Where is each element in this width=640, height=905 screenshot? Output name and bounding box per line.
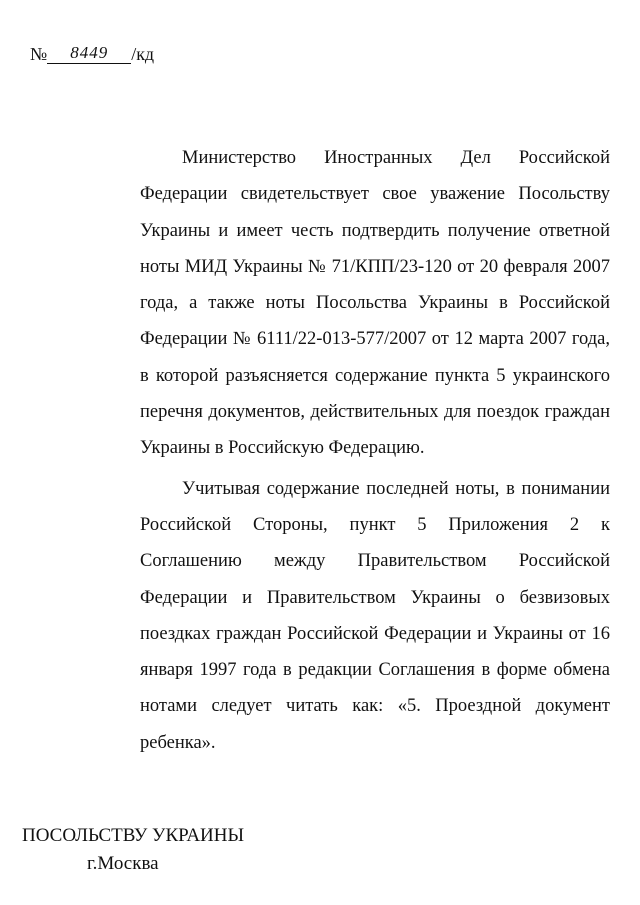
note-body [140,140,610,761]
reference-suffix: /кд [131,44,155,64]
handwritten-reference-number: 8449 [47,43,131,64]
addressee-block [22,822,244,878]
addressee-recipient: ПОСОЛЬСТВУ УКРАИНЫ [22,825,245,846]
reference-number-line [30,40,154,68]
body-paragraph-2: Учитывая содержание последней ноты, в понимании Российской Стороны, пункт 5 Приложения 2 к Соглашению между Правительством Российской Федерации и Правительством Украины о безвизовых поездках граждан Российской Федерации и Украины от 16 января 1997 года в редакции Соглашения в форме обмена нотами следует читать как: «5. Проездной документ ребенка». [140,478,610,753]
body-paragraph-1: Министерство Иностранных Дел Российской Федерации свидетельствует свое уважение Посольству Украины и имеет честь подтвердить получение ответной ноты МИД Украины № 71/КПП/23-120 от 20 февраля 2007 года, а также ноты Посольства Украины в Российской Федерации № 6111/22-013-577/2007 от 12 марта 2007 года, в которой разъясняется содержание пункта 5 украинского перечня документов, действительных для поездок граждан Украины в Российскую Федерацию. [140,148,610,459]
number-sign: № [30,44,48,64]
addressee-city: г.Москва [87,853,159,874]
